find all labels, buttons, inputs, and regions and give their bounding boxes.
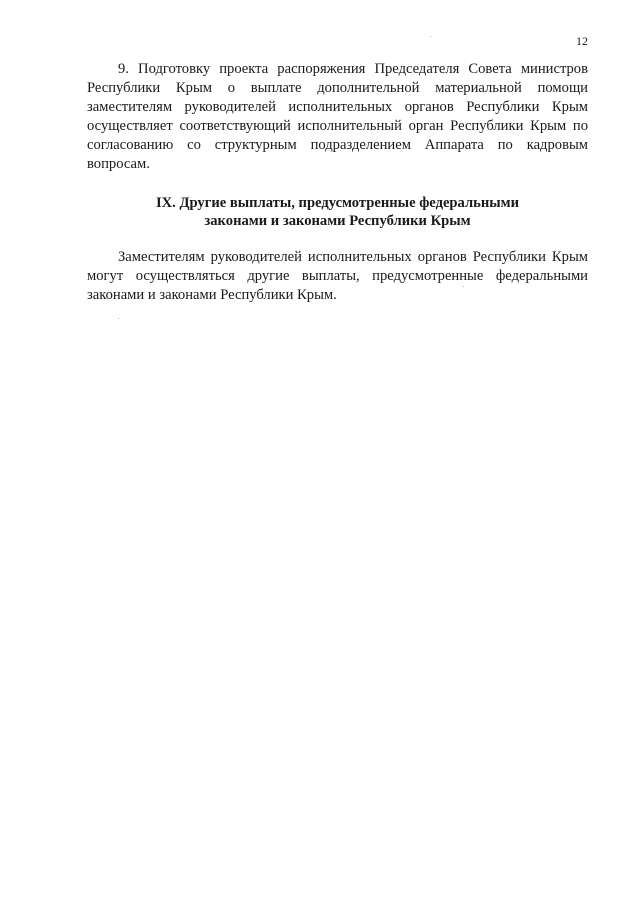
section-ix-paragraph: Заместителям руководителей исполнительных органов Республики Крым могут осуществляться другие выплаты, предусмотренные федеральными законами и законами Республики Крым. bbox=[87, 249, 588, 303]
section-ix-title-line-2: законами и законами Республики Крым bbox=[204, 213, 471, 229]
page-number: 12 bbox=[576, 34, 588, 48]
document-body bbox=[87, 60, 588, 305]
scan-speck bbox=[118, 318, 119, 319]
section-ix-title-line-1: IX. Другие выплаты, предусмотренные федеральными bbox=[155, 195, 520, 211]
scan-speck bbox=[430, 36, 431, 37]
scan-speck bbox=[463, 286, 464, 287]
section-ix-heading bbox=[87, 194, 588, 230]
paragraph-9: 9. Подготовку проекта распоряжения Председателя Совета министров Республики Крым о выплате дополнительной материальной помощи заместителям руководителей исполнительных органов Республики Крым осуществляет соответствующий исполнительный орган Республики Крым по согласованию со структурным подразделением Аппарата по кадровым вопросам. bbox=[87, 61, 588, 172]
